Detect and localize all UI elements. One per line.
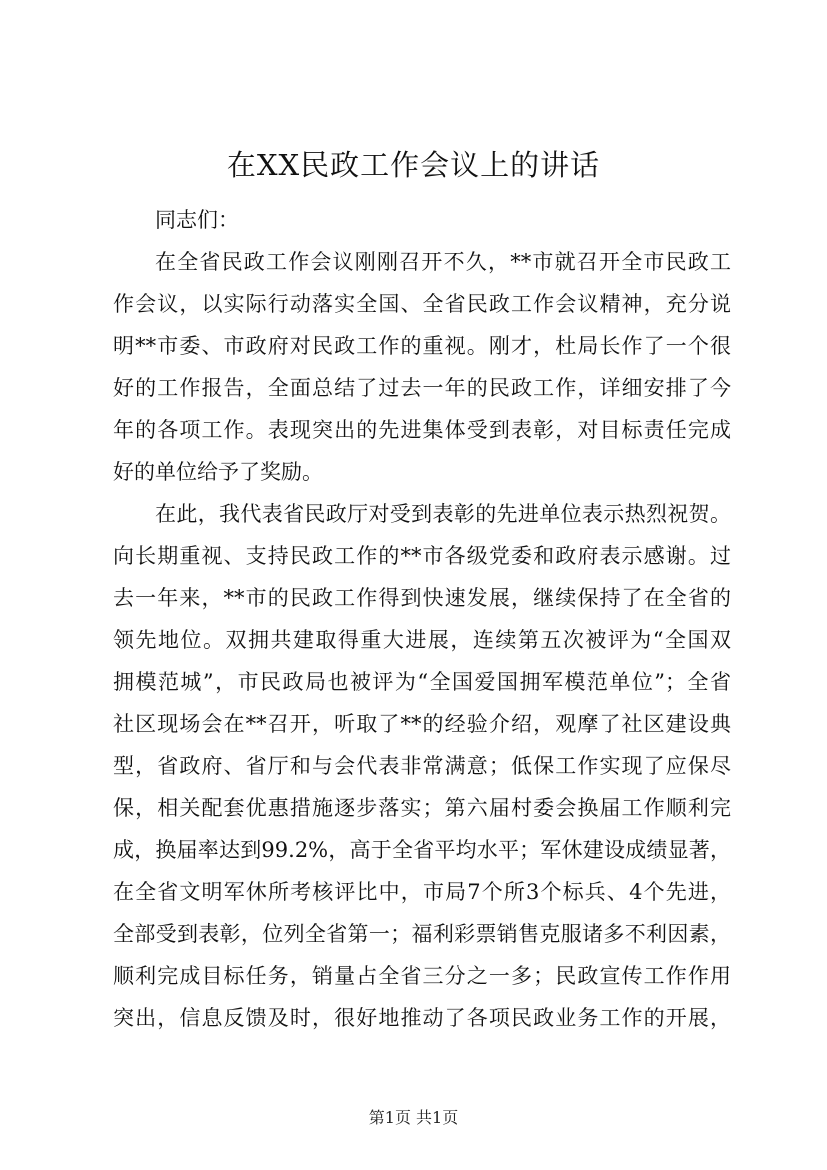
paragraph-2-line-8: 保，相关配套优惠措施逐步落实；第六届村委会换届工作顺利完 bbox=[113, 796, 731, 820]
paragraph-1-line-6: 好的单位给予了奖励。 bbox=[113, 460, 323, 484]
paragraph-2-line-1: 在此，我代表省民政厅对受到表彰的先进单位表示热烈祝贺。 bbox=[155, 502, 731, 526]
paragraph-2-line-3: 去一年来，**市的民政工作得到快速发展，继续保持了在全省的 bbox=[113, 586, 731, 610]
paragraph-2-line-5: 拥模范城”，市民政局也被评为“全国爱国拥军模范单位”；全省 bbox=[113, 670, 731, 694]
paragraph-2-line-7: 型，省政府、省厅和与会代表非常满意；低保工作实现了应保尽 bbox=[113, 754, 731, 778]
page-footer: 第1页 共1页 bbox=[368, 1108, 459, 1127]
paragraph-1-line-5: 年的各项工作。表现突出的先进集体受到表彰，对目标责任完成 bbox=[113, 418, 731, 442]
greeting-line: 同志们： bbox=[155, 208, 239, 232]
paragraph-2-line-2: 向长期重视、支持民政工作的**市各级党委和政府表示感谢。过 bbox=[113, 544, 731, 568]
paragraph-1-line-2: 作会议，以实际行动落实全国、全省民政工作会议精神，充分说 bbox=[113, 292, 731, 316]
document-title: 在XX民政工作会议上的讲话 bbox=[226, 148, 601, 182]
document-body bbox=[113, 199, 731, 1039]
paragraph-2-line-10: 在全省文明军休所考核评比中，市局7个所3个标兵、4个先进， bbox=[113, 880, 731, 904]
paragraph-2-line-11: 全部受到表彰，位列全省第一；福利彩票销售克服诸多不利因素， bbox=[113, 922, 731, 946]
paragraph-2-line-6: 社区现场会在**召开，听取了**的经验介绍，观摩了社区建设典 bbox=[113, 712, 731, 736]
paragraph-1-line-1: 在全省民政工作会议刚刚召开不久，**市就召开全市民政工 bbox=[155, 250, 731, 274]
paragraph-2-line-13: 突出，信息反馈及时，很好地推动了各项民政业务工作的开展， bbox=[113, 1006, 731, 1030]
paragraph-1-line-4: 好的工作报告，全面总结了过去一年的民政工作，详细安排了今 bbox=[113, 376, 731, 400]
paragraph-2-line-12: 顺利完成目标任务，销量占全省三分之一多；民政宣传工作作用 bbox=[113, 964, 731, 988]
paragraph-2-line-9: 成，换届率达到99.2%，高于全省平均水平；军休建设成绩显著， bbox=[113, 838, 731, 862]
paragraph-1-line-3: 明**市委、市政府对民政工作的重视。刚才，杜局长作了一个很 bbox=[113, 334, 731, 358]
paragraph-2-line-4: 领先地位。双拥共建取得重大进展，连续第五次被评为“全国双 bbox=[113, 628, 731, 652]
